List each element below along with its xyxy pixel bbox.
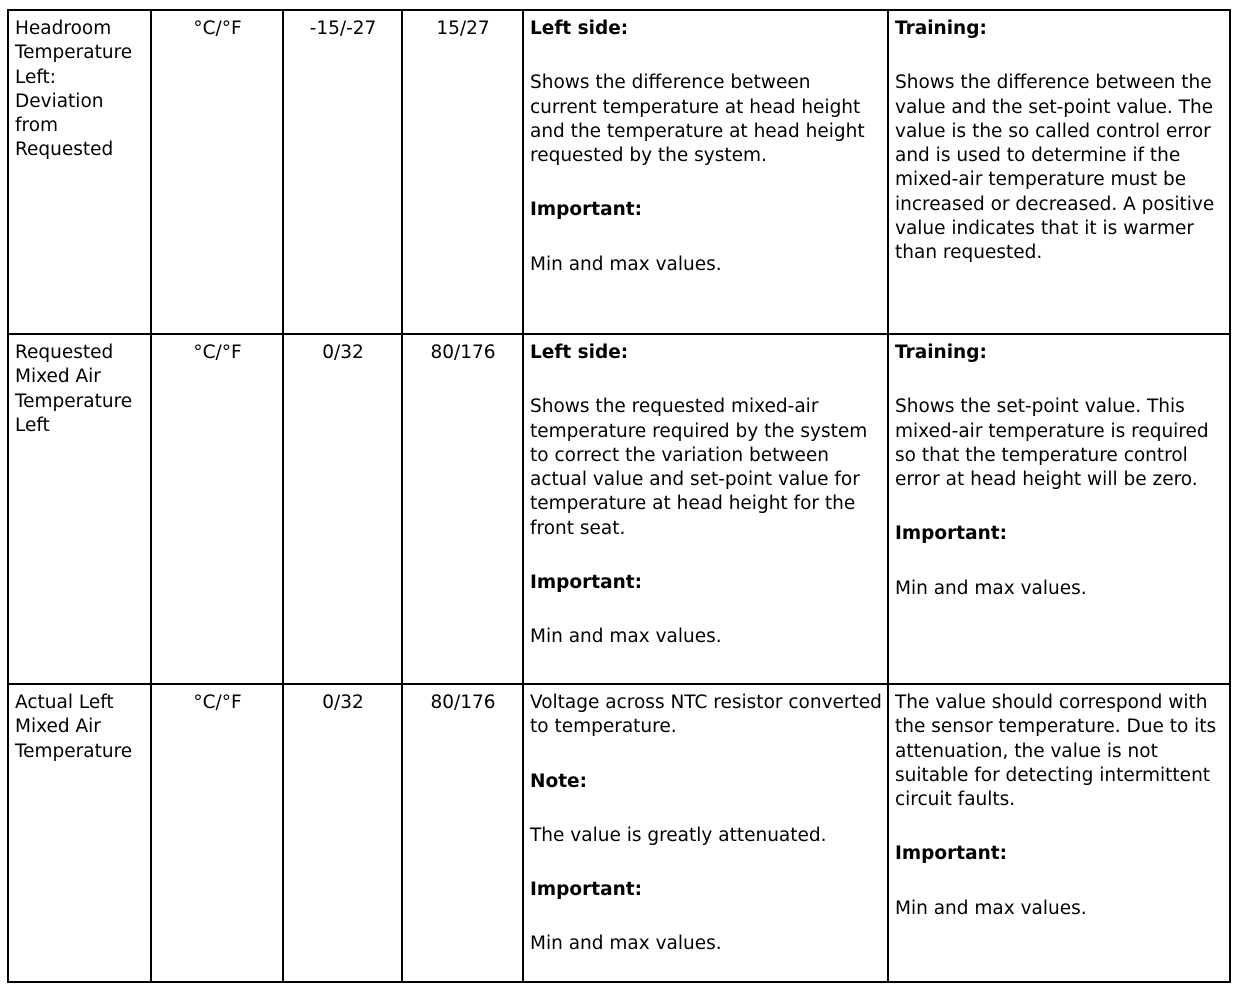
description-cell	[523, 10, 888, 334]
table-row	[8, 684, 1230, 982]
important-heading: Important:	[895, 843, 1007, 865]
training-heading: Training:	[895, 18, 987, 39]
description-cell	[523, 684, 888, 982]
description-cell	[523, 334, 888, 684]
parameter-name-cell	[8, 684, 151, 982]
description-heading: Left side:	[530, 18, 629, 39]
table-row	[8, 334, 1230, 684]
min-cell	[283, 684, 402, 982]
min-value: 0/32	[322, 692, 364, 713]
training-text: Shows the set-point value. This mixed-air temperature is required so that the temperature control error at head height will be zero.	[895, 396, 1209, 491]
min-cell	[283, 334, 402, 684]
unit-cell	[151, 334, 283, 684]
important-text: Min and max values.	[530, 253, 722, 275]
unit-value: °C/°F	[193, 692, 242, 713]
max-value: 80/176	[430, 342, 496, 363]
important-heading: Important:	[530, 572, 642, 594]
description-text: Shows the difference between current temperature at head height and the temperature at head height requested by the system.	[530, 72, 865, 167]
description-heading: Left side:	[530, 342, 629, 363]
min-cell	[283, 10, 402, 334]
unit-value: °C/°F	[193, 342, 242, 363]
min-value: 0/32	[322, 342, 364, 363]
max-cell	[402, 684, 523, 982]
important-text: Min and max values.	[530, 626, 722, 648]
important-text: Min and max values.	[895, 577, 1087, 599]
training-text: The value should correspond with the sensor temperature. Due to its attenuation, the value is not suitable for detecting intermittent circuit faults.	[895, 692, 1217, 811]
parameter-name-cell	[8, 10, 151, 334]
unit-cell	[151, 684, 283, 982]
table-row	[8, 10, 1230, 334]
description-text: Shows the requested mixed-air temperature required by the system to correct the variation between actual value and set-point value for temperature at head height for the front seat.	[530, 396, 868, 539]
max-cell	[402, 10, 523, 334]
max-cell	[402, 334, 523, 684]
max-value: 15/27	[436, 18, 490, 39]
parameter-table	[7, 9, 1231, 983]
important-text: Min and max values.	[895, 897, 1087, 919]
important-text: Min and max values.	[530, 933, 722, 955]
training-text: Shows the difference between the value and the set-point value. The value is the so called control error and is used to determine if the mixed-air temperature must be increased or decreased. A positive value indicates that it is warmer than requested.	[895, 72, 1215, 264]
important-heading: Important:	[530, 199, 642, 221]
parameter-name-cell	[8, 334, 151, 684]
min-value: -15/-27	[309, 18, 377, 39]
unit-cell	[151, 10, 283, 334]
parameter-name: Actual Left Mixed Air Temperature	[15, 692, 133, 762]
max-value: 80/176	[430, 692, 496, 713]
parameter-name: Headroom Temperature Left: Deviation from Requested	[15, 18, 133, 161]
parameter-name: Requested Mixed Air Temperature Left	[15, 342, 133, 436]
training-cell	[888, 334, 1230, 684]
important-heading: Important:	[530, 879, 642, 901]
unit-value: °C/°F	[193, 18, 242, 39]
training-cell	[888, 10, 1230, 334]
important-heading: Important:	[895, 523, 1007, 545]
training-cell	[888, 684, 1230, 982]
description-text: Voltage across NTC resistor converted to temperature.	[530, 692, 882, 738]
training-heading: Training:	[895, 342, 987, 363]
note-heading: Note:	[530, 770, 587, 792]
note-text: The value is greatly attenuated.	[530, 824, 827, 846]
